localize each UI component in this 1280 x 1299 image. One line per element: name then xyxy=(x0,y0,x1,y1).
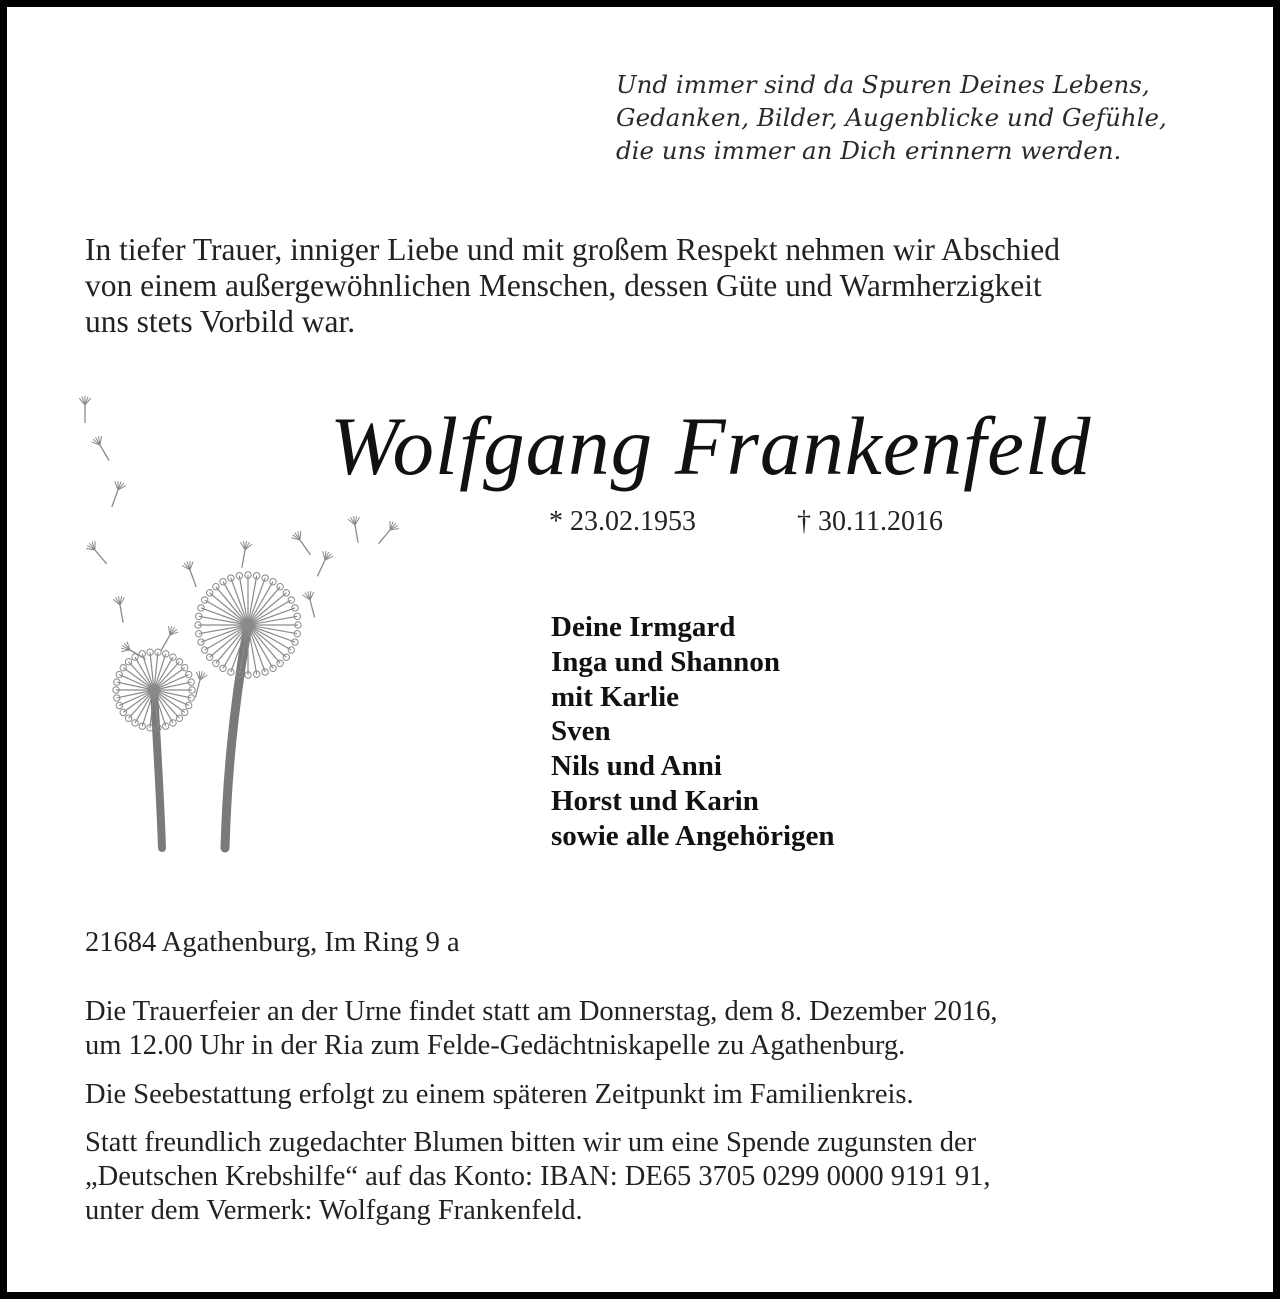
intro-line: uns stets Vorbild war. xyxy=(85,304,356,339)
intro-text xyxy=(85,232,1225,340)
quote-line: Gedanken, Bilder, Augenblicke und Gefühle, xyxy=(616,103,1167,132)
intro-line: In tiefer Trauer, inniger Liebe und mit großem Respekt nehmen wir Abschied xyxy=(85,232,1061,267)
address: 21684 Agathenburg, Im Ring 9 a xyxy=(85,927,460,958)
memorial-quote xyxy=(616,68,1236,167)
mourner-name: Nils und Anni xyxy=(551,750,722,783)
deceased-name: Wolfgang Frankenfeld xyxy=(330,400,1092,492)
death-date: † 30.11.2016 xyxy=(797,506,943,537)
mourner-name: Horst und Karin xyxy=(551,784,759,817)
mourner-name: Deine Irmgard xyxy=(551,611,736,643)
intro-line: von einem außergewöhnlichen Menschen, dessen Güte und Warmherzigkeit xyxy=(85,268,1042,303)
mourner-name: Sven xyxy=(551,715,611,748)
mourner-name: mit Karlie xyxy=(551,680,680,713)
burial-info: Die Seebestattung erfolgt zu einem späteren Zeitpunkt im Familienkreis. xyxy=(85,1079,914,1110)
ceremony-line: Die Trauerfeier an der Urne findet statt am Donnerstag, dem 8. Dezember 2016, xyxy=(85,996,998,1027)
donation-line: Statt freundlich zugedachter Blumen bitten wir um eine Spende zugunsten der xyxy=(85,1127,977,1158)
mourner-name: Inga und Shannon xyxy=(551,645,780,678)
mourner-name: sowie alle Angehörigen xyxy=(551,819,835,852)
donation-line: „Deutschen Krebshilfe“ auf das Konto: IBAN: DE65 3705 0299 0000 9191 91, xyxy=(85,1161,991,1192)
donation-info xyxy=(85,1126,1225,1228)
donation-line: unter dem Vermerk: Wolfgang Frankenfeld. xyxy=(85,1195,583,1226)
quote-line: die uns immer an Dich erinnern werden. xyxy=(616,136,1122,165)
quote-line: Und immer sind da Spuren Deines Lebens, xyxy=(616,70,1150,99)
mourners-list xyxy=(551,610,835,854)
birth-date: * 23.02.1953 xyxy=(549,506,696,537)
ceremony-info xyxy=(85,995,1225,1063)
ceremony-line: um 12.00 Uhr in der Ria zum Felde-Gedächtniskapelle zu Agathenburg. xyxy=(85,1030,906,1061)
